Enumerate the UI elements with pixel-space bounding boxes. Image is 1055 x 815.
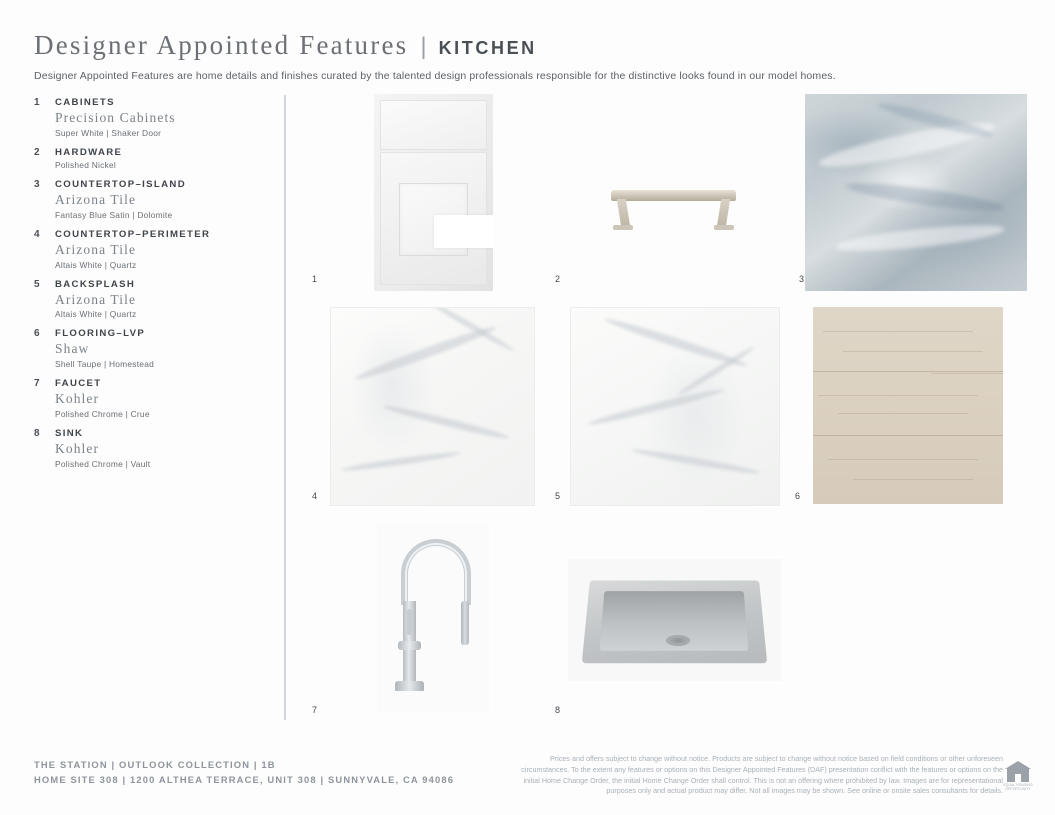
wood-grain (843, 351, 983, 352)
stone-vein (845, 178, 1006, 216)
swatch-label-6: 6 (795, 491, 801, 501)
feature-detail: Altais White | Quartz (55, 309, 137, 320)
feature-category: FLOORING–LVP (55, 328, 146, 340)
feature-detail: Polished Chrome | Crue (55, 409, 150, 420)
swatch-image-countertop-island (805, 94, 1027, 291)
page-title-main: Designer Appointed Features (34, 30, 409, 60)
feature-detail: Shell Taupe | Homestead (55, 359, 155, 370)
quartz-vein (341, 450, 461, 474)
faucet-collar (398, 641, 421, 650)
feature-category: CABINETS (55, 97, 115, 108)
feature-category: BACKSPLASH (55, 278, 136, 290)
swatch-label-3: 3 (799, 274, 805, 284)
feature-number: 7 (34, 378, 41, 390)
feature-item-faucet (34, 378, 269, 419)
wood-grain (818, 395, 978, 396)
feature-detail: Fantasy Blue Satin | Dolomite (55, 209, 173, 220)
stone-vein (835, 220, 1006, 256)
wood-grain (828, 459, 978, 460)
feature-number: 8 (34, 428, 41, 440)
swatch-label-2: 2 (555, 274, 561, 284)
quartz-vein (382, 402, 510, 441)
plank-seam (813, 435, 1003, 436)
sink-drain (666, 635, 690, 646)
feature-item-countertop-island (34, 179, 269, 220)
eho-roof (1005, 761, 1031, 769)
feature-list (34, 97, 269, 478)
wood-grain (838, 413, 968, 414)
cabinet-pull (611, 190, 736, 232)
quartz-vein (631, 447, 760, 476)
feature-brand: Kohler (55, 441, 100, 457)
swatch-image-backsplash (570, 307, 780, 506)
wood-grain (823, 331, 973, 332)
feature-detail: Super White | Shaker Door (55, 127, 162, 138)
cabinet-drawer-front (380, 100, 487, 150)
pull-leg-right (717, 199, 730, 227)
swatch-image-flooring-lvp (813, 307, 1003, 504)
feature-number: 2 (34, 146, 41, 158)
pull-foot-right (714, 225, 734, 230)
pull-foot-left (613, 225, 633, 230)
pull-leg-left (617, 199, 630, 227)
swatch-image-cabinet-door (374, 94, 493, 291)
feature-category: COUNTERTOP–PERIMETER (55, 228, 211, 240)
faucet-handle (407, 609, 412, 635)
footer-disclaimer: Prices and offers subject to change without notice. Products are subject to change without notice based on field conditions or other unforeseen circumstances. To the extent any features or options on this Designer Appointed Features (DAF) presentation conflict with the features or options on the initial Home Change Order, the initial Home Change Order shall control. This is not an offering where prohibited by law. Images are for representational purposes only and actual product may differ. Not all images may be shown. See online or onsite sales consultants for details. (521, 754, 1003, 796)
footer-address-line: HOME SITE 308 | 1200 ALTHEA TERRACE, UNIT 308 | SUNNYVALE, CA 94086 (34, 773, 455, 785)
swatch-label-4: 4 (312, 491, 318, 501)
feature-detail: Polished Nickel (55, 159, 117, 170)
feature-item-backsplash (34, 279, 269, 320)
feature-number: 3 (34, 178, 41, 190)
pull-bar (611, 190, 736, 201)
feature-item-flooring-lvp (34, 328, 269, 369)
plank-seam (931, 373, 1003, 374)
swatch-image-hardware-pull (556, 94, 788, 291)
page-subtitle: Designer Appointed Features are home details and finishes curated by the talented design professionals responsible for the distinctive looks found in our model homes. (34, 70, 836, 82)
feature-brand: Kohler (55, 391, 100, 407)
feature-number: 6 (34, 328, 41, 340)
feature-item-countertop-perimeter (34, 229, 269, 270)
feature-detail: Polished Chrome | Vault (55, 458, 151, 469)
swatch-label-1: 1 (312, 274, 318, 284)
page-header (34, 30, 1024, 82)
swatch-image-countertop-perimeter (330, 307, 535, 506)
feature-detail: Altais White | Quartz (55, 259, 137, 270)
vertical-divider (284, 95, 286, 720)
footer-community-line: THE STATION | OUTLOOK COLLECTION | 1B (34, 759, 276, 770)
footer-community-info (34, 758, 454, 787)
plank-seam (813, 371, 1003, 372)
feature-item-cabinets (34, 97, 269, 138)
feature-category: FAUCET (55, 378, 102, 390)
feature-brand: Precision Cabinets (55, 110, 176, 125)
eho-door (1015, 774, 1021, 782)
swatch-image-faucet (377, 523, 489, 712)
equal-housing-opportunity-icon (1003, 760, 1033, 792)
page-title-room: KITCHEN (438, 38, 537, 58)
feature-item-hardware (34, 147, 269, 170)
page-title-divider: | (420, 33, 427, 60)
page-title (34, 30, 1024, 61)
feature-category: HARDWARE (55, 146, 123, 158)
feature-brand: Shaw (55, 341, 90, 357)
swatch-label-7: 7 (312, 705, 318, 715)
faucet-sprayhead (461, 601, 469, 645)
faucet-spout-highlight (405, 543, 467, 603)
swatch-image-sink (568, 559, 781, 681)
feature-brand: Arizona Tile (55, 291, 137, 307)
feature-category: COUNTERTOP–ISLAND (55, 178, 186, 190)
wood-grain (853, 479, 973, 480)
feature-number: 5 (34, 278, 41, 290)
quartz-vein (587, 386, 725, 428)
swatch-label-8: 8 (555, 705, 561, 715)
feature-brand: Arizona Tile (55, 191, 137, 207)
feature-brand: Arizona Tile (55, 241, 137, 257)
feature-item-sink (34, 428, 269, 469)
swatch-label-5: 5 (555, 491, 561, 501)
cabinet-sample-tag (434, 215, 493, 248)
feature-number: 4 (34, 228, 41, 240)
feature-category: SINK (55, 428, 84, 440)
eho-caption: EQUAL HOUSING OPPORTUNITY (1003, 783, 1033, 792)
feature-number: 1 (34, 97, 41, 108)
faucet-base (395, 681, 424, 691)
